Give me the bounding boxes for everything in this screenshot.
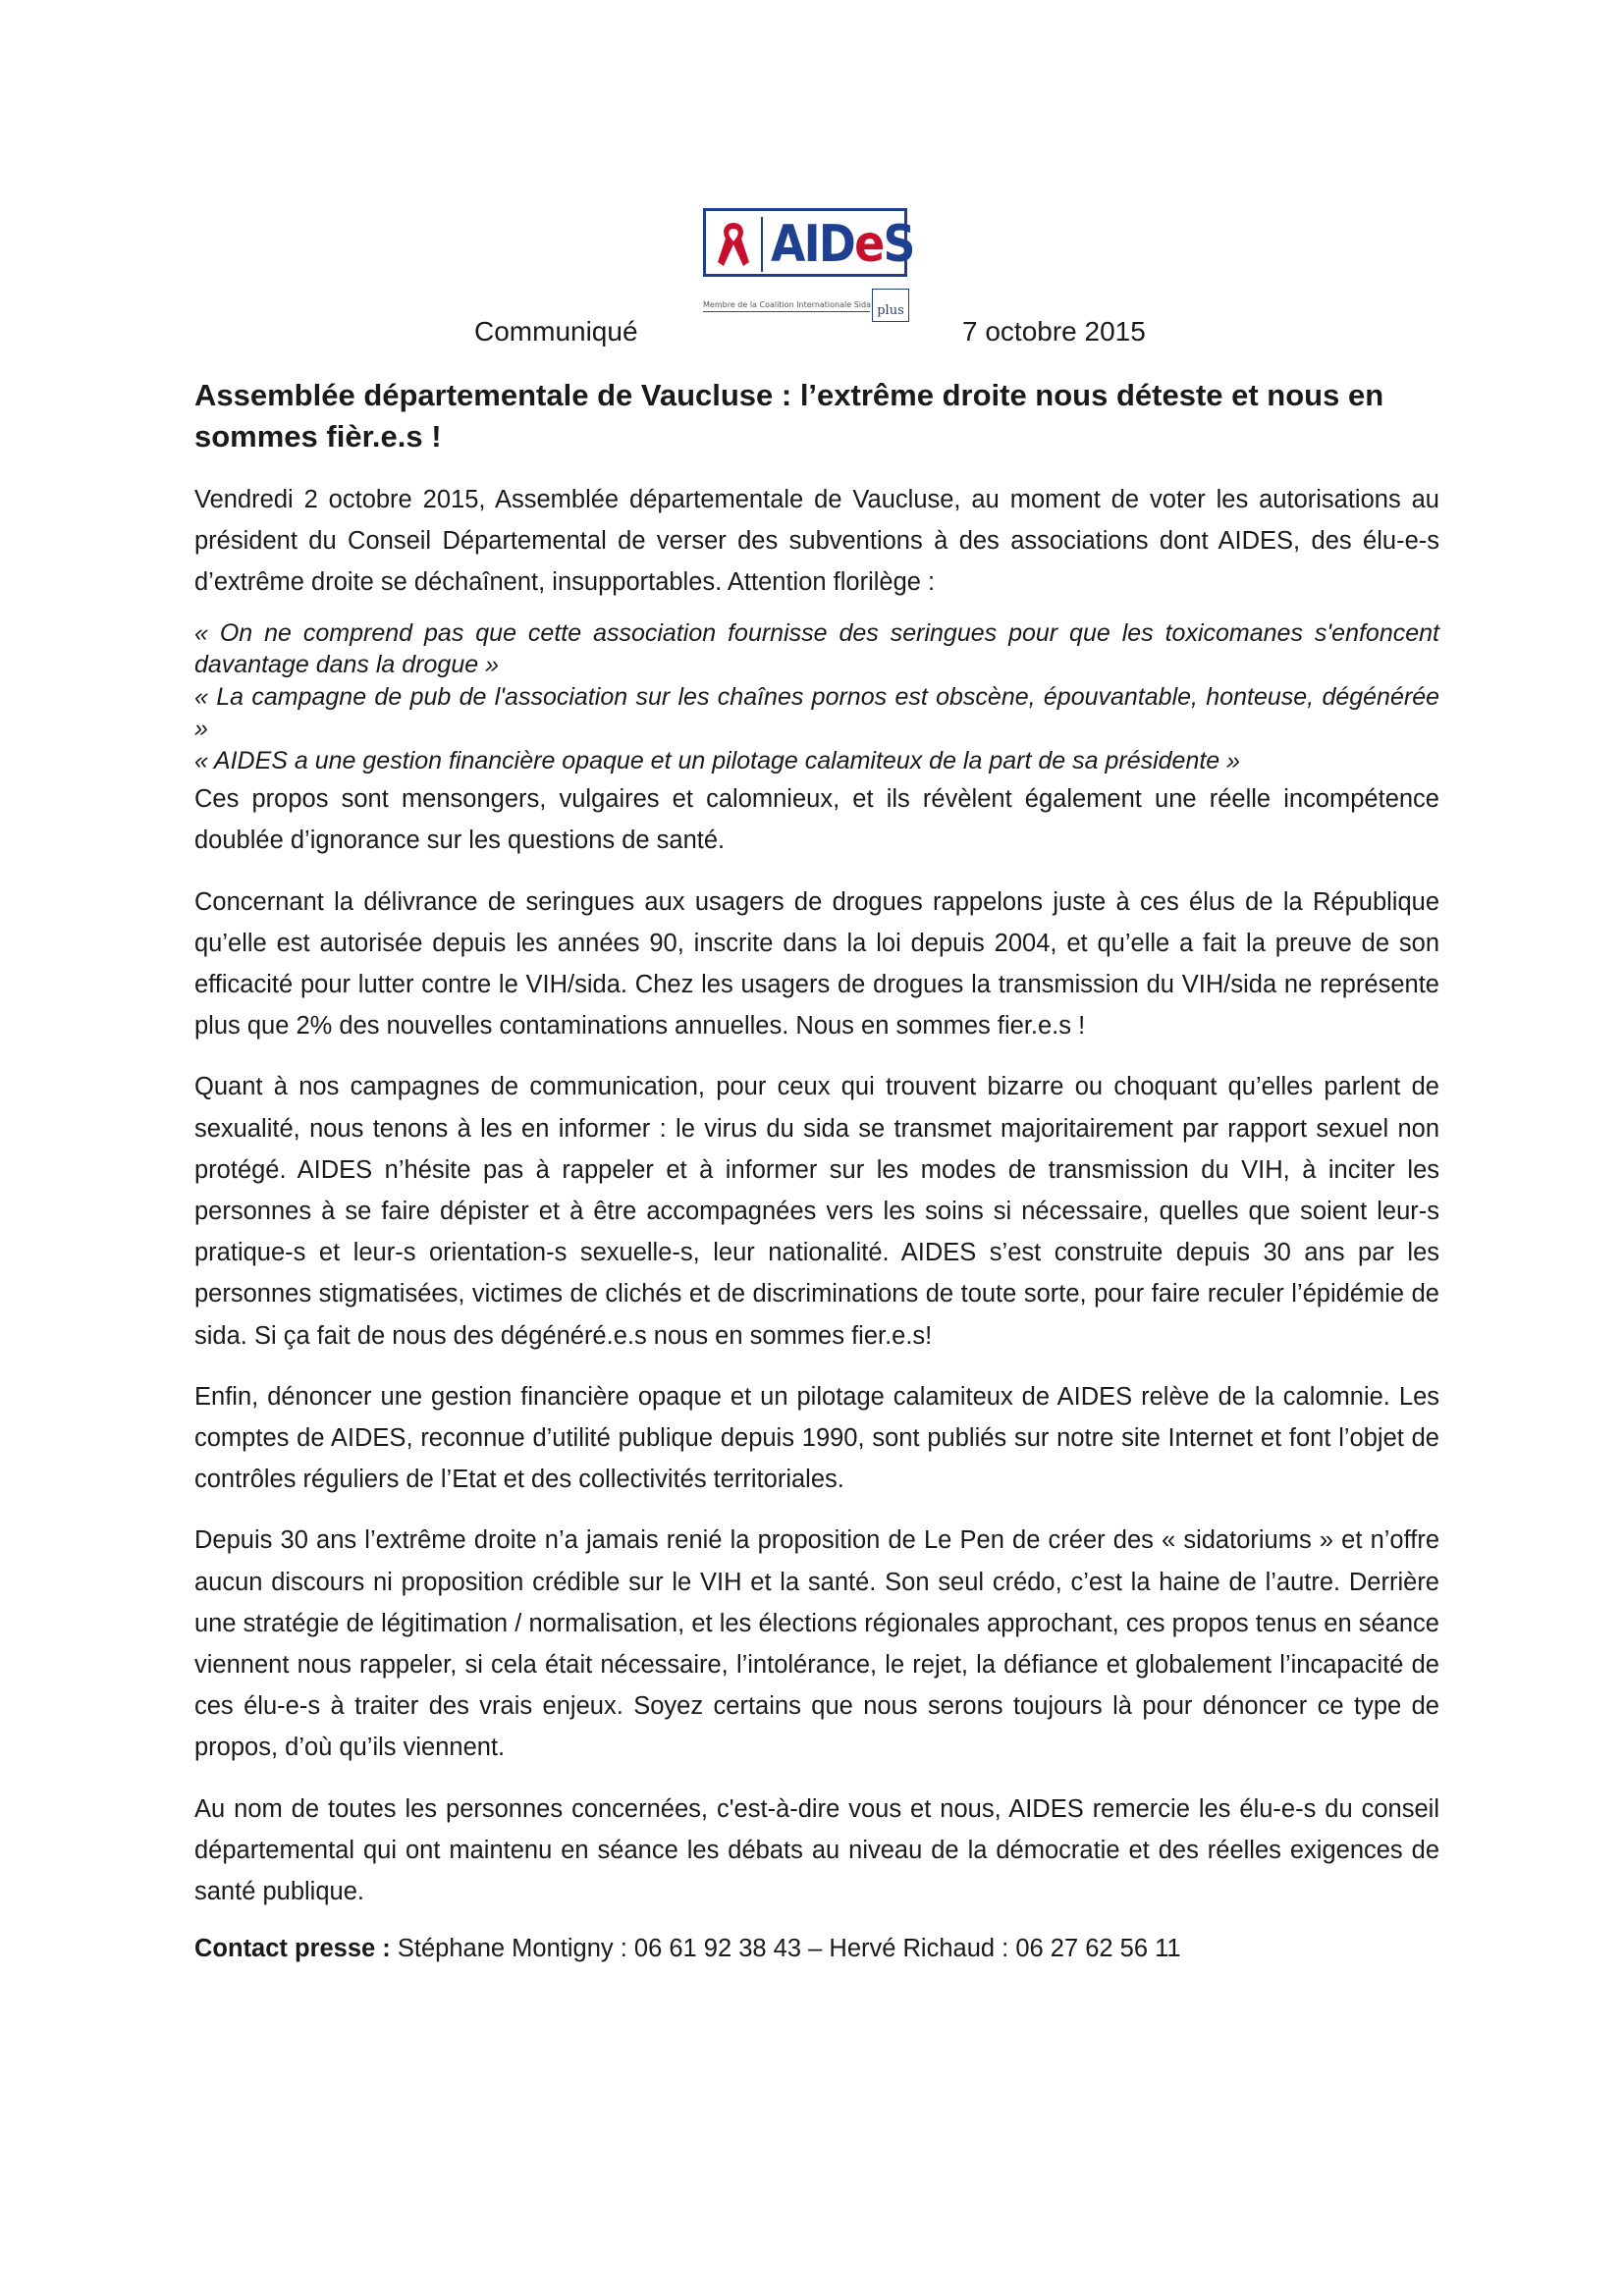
paragraph-syringes: Concernant la délivrance de seringues aux usagers de drogues rappelons juste à ces élus de la République qu’elle est autorisée depuis les années 90, inscrite dans la loi depuis 2004, et qu’elle a fait la preuve de son efficacité pour lutter contre le VIH/sida. Chez les usagers de drogues la transmission du VIH/sida ne représente plus que 2% des nouvelles contaminations annuelles. Nous en sommes fier.e.s ! <box>194 887 1439 1041</box>
contact-details: Stéphane Montigny : 06 61 92 38 43 – Hervé Richaud : 06 27 62 56 11 <box>390 1935 1181 1963</box>
logo-frame <box>703 208 914 277</box>
document-body <box>194 479 1439 1969</box>
paragraph-thanks: Au nom de toutes les personnes concernées, c'est-à-dire vous et nous, AIDES remercie les élu-e-s du conseil départemental qui ont maintenu en séance les débats au niveau de la démocratie et des réelles exigences de santé publique. <box>194 1794 1439 1905</box>
plus-badge: plus <box>872 289 909 322</box>
quote-syringes: « On ne comprend pas que cette association fournisse des seringues pour que les toxicomanes s'enfoncent davantage dans la drogue » <box>194 618 1439 679</box>
paragraph-campaigns: Quant à nos campagnes de communication, pour ceux qui trouvent bizarre ou choquant qu’elles parlent de sexualité, nous tenons à les en informer : le virus du sida se transmet majoritairement par rapport sexuel non protégé. AIDES n’hésite pas à rappeler et à informer sur les modes de transmission du VIH, à inciter les personnes à se faire dépister et à être accompagnées vers les soins si nécessaire, quelles que soient leur-s pratique-s et leur-s orientation-s sexuelle-s, leur nationalité. AIDES s’est construite depuis 30 ans par les personnes stigmatisées, victimes de clichés et de discriminations de toute sorte, pour faire reculer l’épidémie de sida. Si ça fait de nous des dégénéré.e.s nous en sommes fier.e.s! <box>194 1073 1439 1350</box>
logo-word-prefix: AID <box>771 215 855 274</box>
paragraph-far-right: Depuis 30 ans l’extrême droite n’a jamais renié la proposition de Le Pen de créer des « sidatoriums » et n’offre aucun discours ni proposition crédible sur le VIH et la santé. Son seul crédo, c’est la haine de l’autre. Derrière une stratégie de légitimation / normalisation, et les élections régionales approchant, ces propos tenus en séance viennent nous rappeler, si cela était nécessaire, l’intolérance, le rejet, la défiance et globalement l’incapacité de ces élu-e-s à traiter des vrais enjeux. Soyez certains que nous serons toujours là pour dénoncer ce type de propos, d’où qu’ils viennent. <box>194 1526 1439 1762</box>
quote-management: « AIDES a une gestion financière opaque et un pilotage calamiteux de la part de sa présidente » <box>194 746 1241 774</box>
paragraph-response: Ces propos sont mensongers, vulgaires et calomnieux, et ils révèlent également une réelle incompétence doublée d’ignorance sur les questions de santé. <box>194 785 1439 855</box>
quote-campaign: « La campagne de pub de l'association sur les chaînes pornos est obscène, épouvantable, honteuse, dégénérée » <box>194 682 1439 743</box>
quotes-block <box>194 617 1439 777</box>
document-title: Assemblée départementale de Vaucluse : l’extrême droite nous déteste et nous en sommes fièr.e.s ! <box>194 378 1384 454</box>
logo-divider <box>761 217 763 272</box>
press-contact <box>194 1928 1439 1969</box>
communique-label: Communiqué <box>474 316 638 347</box>
red-ribbon-icon <box>714 219 753 270</box>
logo-word-suffix: S <box>883 215 914 274</box>
logo-wordmark <box>771 215 914 274</box>
logo-word-e: e <box>854 215 884 274</box>
release-date: 7 octobre 2015 <box>962 316 1146 347</box>
paragraph-finances: Enfin, dénoncer une gestion financière opaque et un pilotage calamiteux de AIDES relève de la calomnie. Les comptes de AIDES, reconnue d’utilité publique depuis 1990, sont publiés sur notre site Internet et font l’objet de contrôles réguliers de l’Etat et des collectivités territoriales. <box>194 1382 1439 1494</box>
contact-label: Contact presse : <box>194 1935 391 1963</box>
aides-logo <box>703 208 914 326</box>
logo-tagline: Membre de la Coalition Internationale Sida <box>703 300 870 312</box>
paragraph-intro: Vendredi 2 octobre 2015, Assemblée départementale de Vaucluse, au moment de voter les autorisations au président du Conseil Départemental de verser des subventions à des associations dont AIDES, des élu-e-s d’extrême droite se déchaînent, insupportables. Attention florilège : <box>194 486 1439 597</box>
